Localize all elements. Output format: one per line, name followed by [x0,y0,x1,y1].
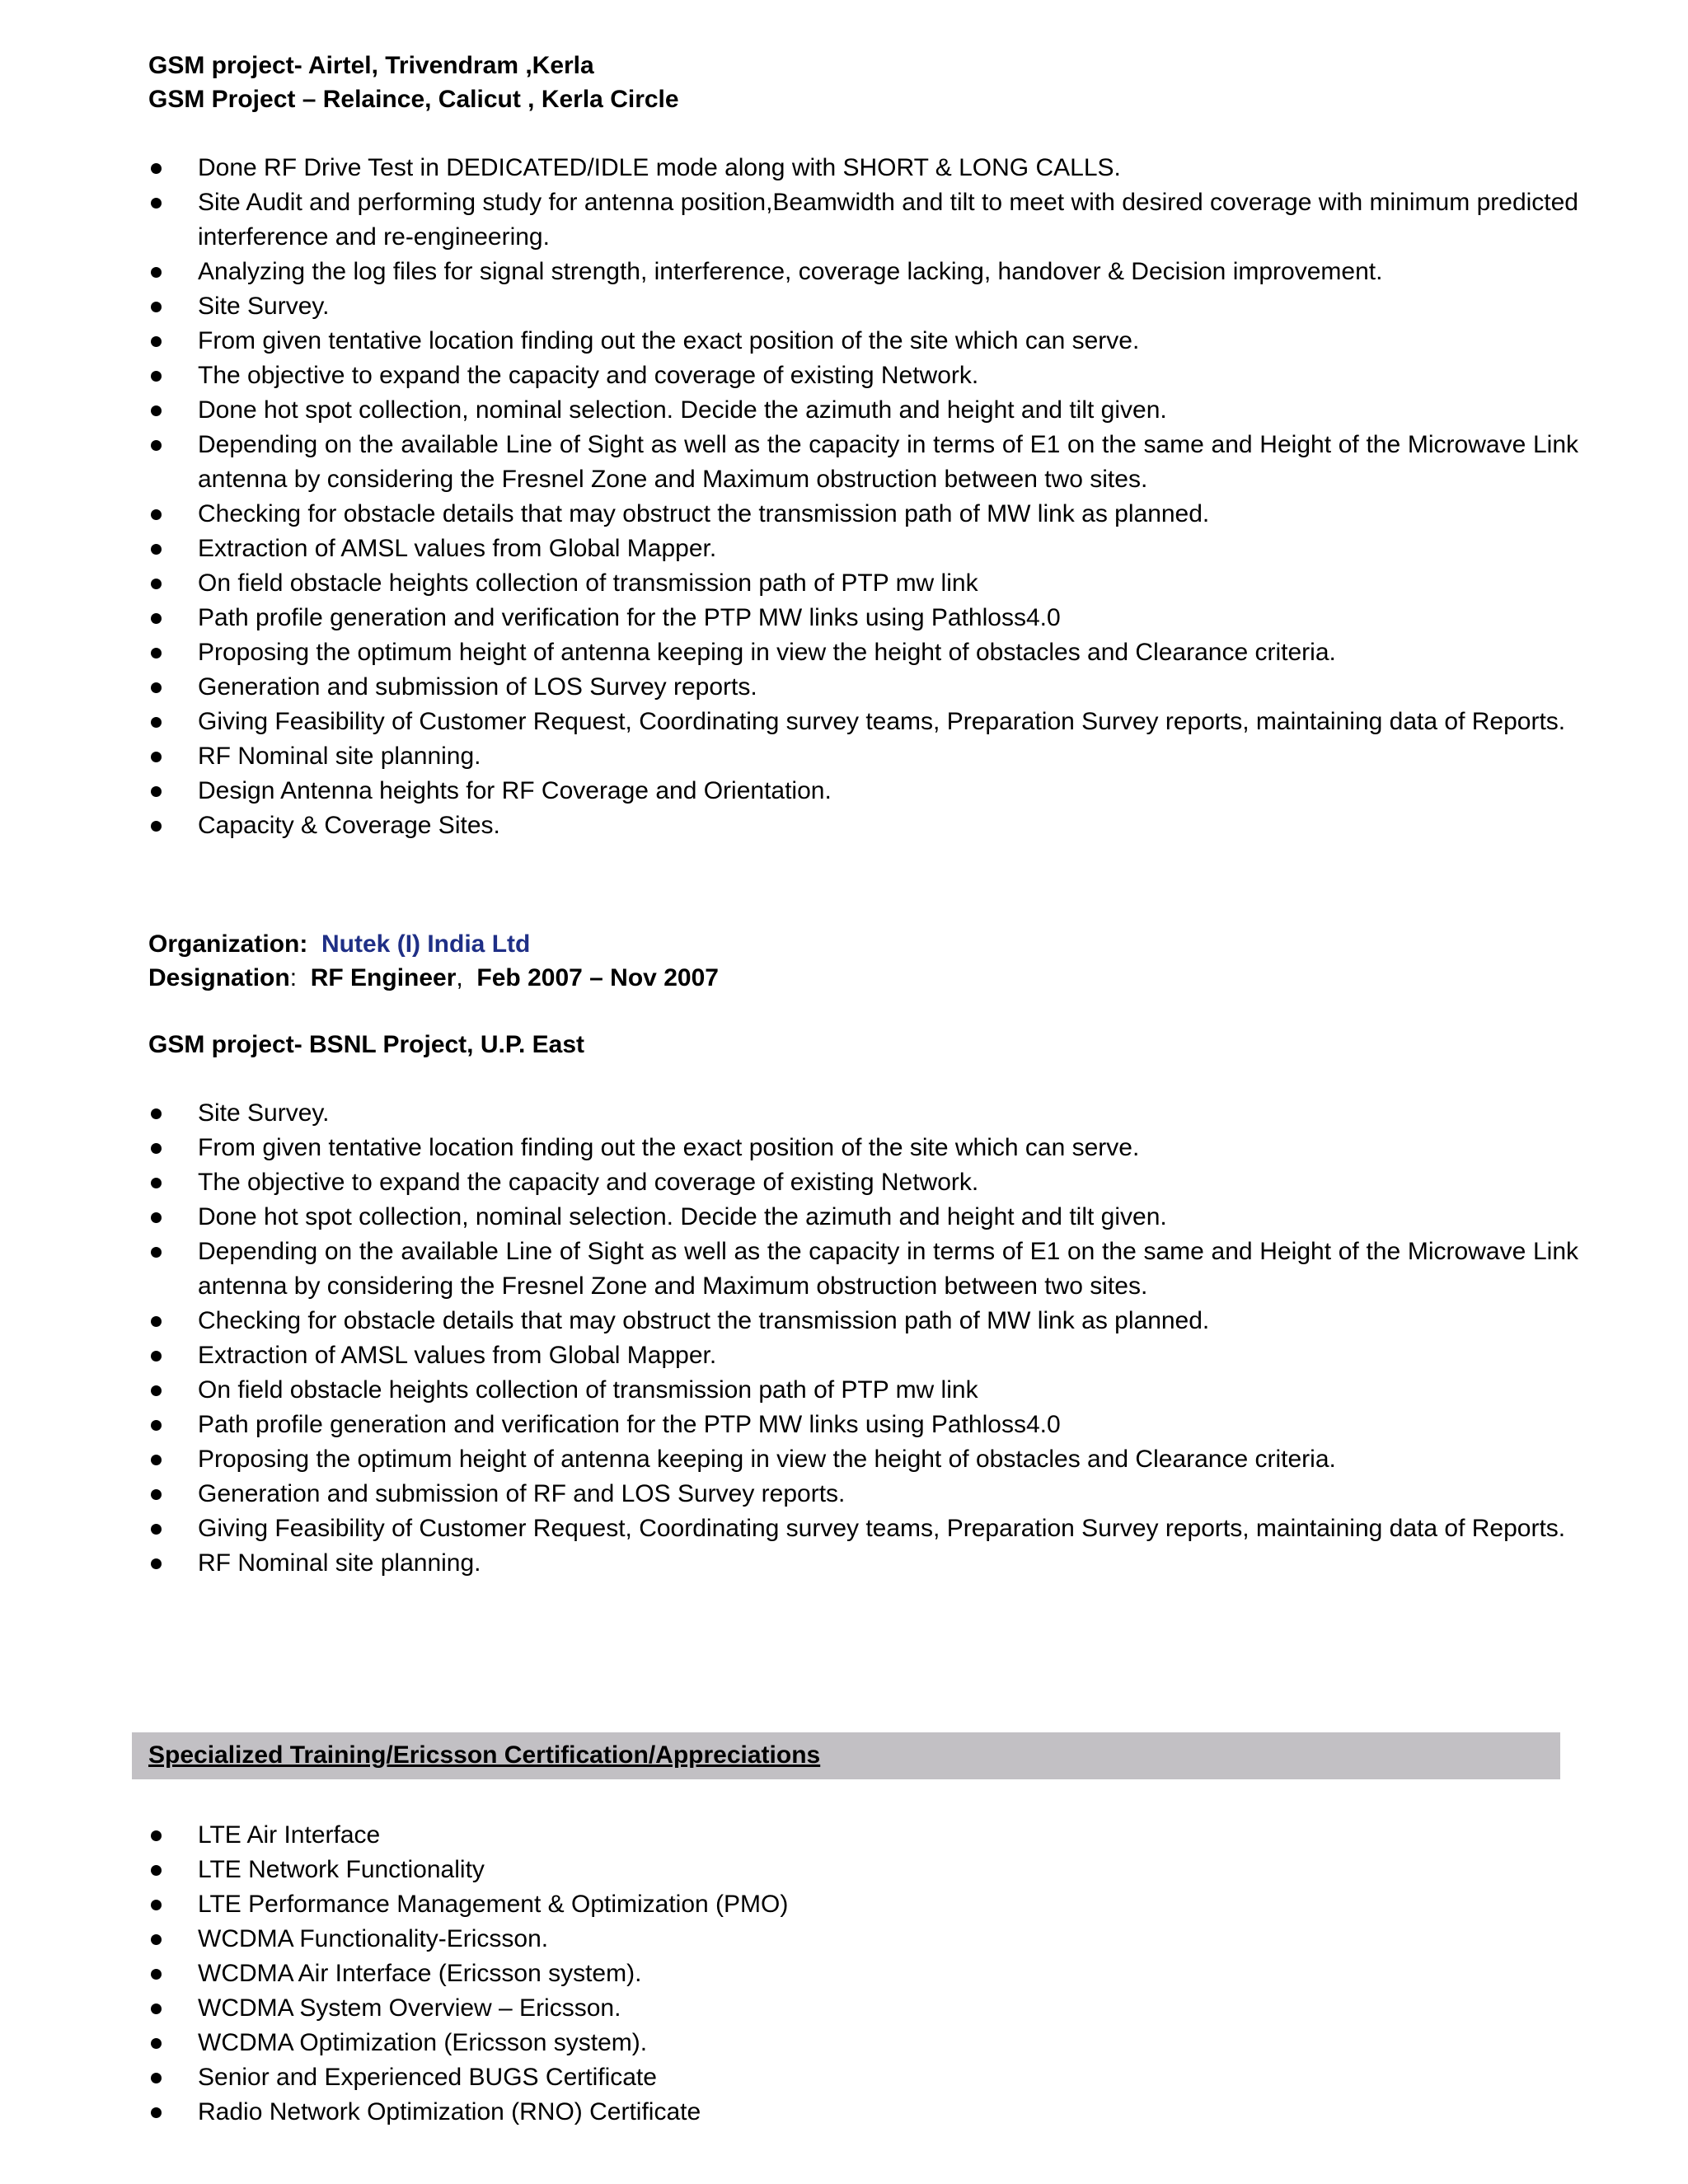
bullet-icon [151,682,162,693]
organization-label: Organization: [148,930,308,958]
list-item: Capacity & Coverage Sites. [148,808,1578,843]
bullet-icon [151,1900,162,1910]
bullet-icon [151,786,162,797]
bullet-icon [151,405,162,416]
list-item: Proposing the optimum height of antenna keeping in view the height of obstacles and Clearance criteria. [148,635,1578,670]
bullet-icon [151,648,162,658]
bullet-icon [151,302,162,312]
list-item: WCDMA System Overview – Ericsson. [148,1991,1578,2026]
bullet-icon [151,717,162,728]
bullet-icon [151,821,162,832]
list-item: Depending on the available Line of Sight as well as the capacity in terms of E1 on the same and Height of the Microwave Link antenna by considering the Fresnel Zone and Maximum obstruction between two sites. [148,1235,1578,1304]
list-item: Path profile generation and verification for the PTP MW links using Pathloss4.0 [148,601,1578,635]
list-item: LTE Performance Management & Optimization (PMO) [148,1887,1578,1922]
bullet-icon [151,371,162,382]
training-list [148,1818,1578,2130]
project-heading-bsnl: GSM project- BSNL Project, U.P. East [148,1031,585,1058]
bullet-icon [151,1969,162,1980]
bullet-icon [151,1178,162,1188]
list-item: Checking for obstacle details that may obstruct the transmission path of MW link as planned. [148,497,1578,532]
bullet-icon [151,2107,162,2118]
list-item: RF Nominal site planning. [148,739,1578,774]
bullet-icon [151,2073,162,2083]
bullet-icon [151,1489,162,1500]
bullet-icon [151,1558,162,1569]
bullet-icon [151,1351,162,1361]
bullet-icon [151,509,162,520]
list-item: Done hot spot collection, nominal selection. Decide the azimuth and height and tilt given. [148,393,1578,428]
list-item: Checking for obstacle details that may obstruct the transmission path of MW link as planned. [148,1304,1578,1338]
designation-label: Designation [148,964,290,991]
project-duties-list-2 [148,1096,1578,1581]
list-item: WCDMA Functionality-Ericsson. [148,1922,1578,1957]
bullet-icon [151,579,162,589]
designation-role: RF Engineer [310,964,457,991]
list-item: Giving Feasibility of Customer Request, Coordinating survey teams, Preparation Survey reports, maintaining data of Reports. [148,1511,1578,1546]
bullet-icon [151,1247,162,1258]
bullet-icon [151,2038,162,2049]
bullet-icon [151,1934,162,1945]
bullet-icon [151,440,162,451]
bullet-icon [151,1143,162,1154]
bullet-icon [151,1455,162,1465]
designation-colon: : [289,964,298,991]
list-item: From given tentative location finding out the exact position of the site which can serve. [148,1131,1578,1165]
designation-line [148,962,719,995]
list-item: From given tentative location finding out the exact position of the site which can serve. [148,324,1578,359]
bullet-icon [151,163,162,174]
designation-comma: , [456,964,463,991]
list-item: The objective to expand the capacity and coverage of existing Network. [148,359,1578,393]
list-item: Done hot spot collection, nominal selection. Decide the azimuth and height and tilt given. [148,1200,1578,1235]
bullet-icon [151,1316,162,1327]
list-item: Generation and submission of LOS Survey reports. [148,670,1578,705]
bullet-icon [151,336,162,347]
list-item: Extraction of AMSL values from Global Mapper. [148,1338,1578,1373]
list-item: Design Antenna heights for RF Coverage and Orientation. [148,774,1578,808]
training-section-title: Specialized Training/Ericsson Certification/Appreciations [148,1741,821,1769]
list-item: Generation and submission of RF and LOS Survey reports. [148,1477,1578,1511]
bullet-icon [151,267,162,278]
bullet-icon [151,613,162,624]
bullet-icon [151,1830,162,1841]
list-item: RF Nominal site planning. [148,1546,1578,1581]
list-item: LTE Air Interface [148,1818,1578,1853]
bullet-icon [151,1524,162,1535]
project-duties-list-1 [148,151,1578,843]
bullet-icon [151,1385,162,1396]
list-item: The objective to expand the capacity and coverage of existing Network. [148,1165,1578,1200]
list-item: Proposing the optimum height of antenna keeping in view the height of obstacles and Clearance criteria. [148,1442,1578,1477]
list-item: Analyzing the log files for signal strength, interference, coverage lacking, handover & Decision improvement. [148,255,1578,289]
list-item: LTE Network Functionality [148,1853,1578,1887]
designation-period: Feb 2007 – Nov 2007 [476,964,719,991]
list-item: Done RF Drive Test in DEDICATED/IDLE mode along with SHORT & LONG CALLS. [148,151,1578,185]
bullet-icon [151,198,162,209]
bullet-icon [151,544,162,555]
bullet-icon [151,1108,162,1119]
bullet-icon [151,752,162,762]
list-item: On field obstacle heights collection of transmission path of PTP mw link [148,1373,1578,1408]
list-item: Extraction of AMSL values from Global Mapper. [148,532,1578,566]
list-item: Path profile generation and verification for the PTP MW links using Pathloss4.0 [148,1408,1578,1442]
list-item: Senior and Experienced BUGS Certificate [148,2060,1578,2095]
project-heading-airtel: GSM project- Airtel, Trivendram ,Kerla [148,52,594,79]
list-item: WCDMA Optimization (Ericsson system). [148,2026,1578,2060]
organization-line [148,928,530,961]
project-heading-relaince: GSM Project – Relaince, Calicut , Kerla Circle [148,86,679,113]
list-item: WCDMA Air Interface (Ericsson system). [148,1957,1578,1991]
list-item: Site Audit and performing study for antenna position,Beamwidth and tilt to meet with desired coverage with minimum predicted interference and re-engineering. [148,185,1578,255]
bullet-icon [151,1420,162,1431]
bullet-icon [151,2004,162,2014]
list-item: On field obstacle heights collection of transmission path of PTP mw link [148,566,1578,601]
organization-name: Nutek (I) India Ltd [321,930,531,958]
list-item: Depending on the available Line of Sight as well as the capacity in terms of E1 on the same and Height of the Microwave Link antenna by considering the Fresnel Zone and Maximum obstruction between two sites. [148,428,1578,497]
list-item: Site Survey. [148,1096,1578,1131]
list-item: Site Survey. [148,289,1578,324]
bullet-icon [151,1212,162,1223]
training-section-header [132,1732,1560,1779]
list-item: Giving Feasibility of Customer Request, Coordinating survey teams, Preparation Survey reports, maintaining data of Reports. [148,705,1578,739]
bullet-icon [151,1865,162,1876]
list-item: Radio Network Optimization (RNO) Certificate [148,2095,1578,2130]
